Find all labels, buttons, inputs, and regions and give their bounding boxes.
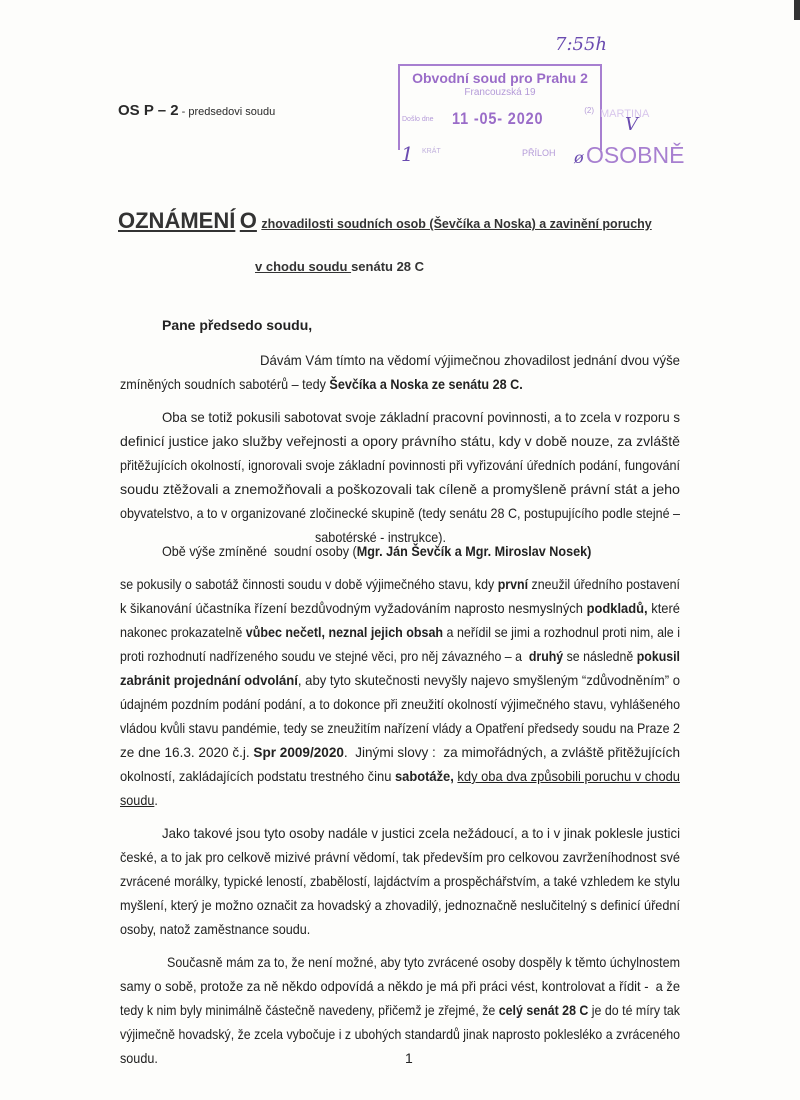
text-line-content: [162, 408, 680, 426]
text-line-content: [120, 575, 680, 593]
text-line-content: [120, 623, 680, 641]
text-line: [162, 824, 711, 842]
text-run: přitěžujících okolností, ignorovali svoje základní povinnosti při vyřizování úředních podání, fungování: [120, 457, 680, 473]
text-run: soudu ztěžovali a znemožňovali a poškozovali tak cíleně a promyšleně právní stát a jeho: [120, 481, 680, 497]
text-line: [120, 623, 747, 641]
stamp-date: 11 -05- 2020: [452, 109, 544, 128]
text-run: zvrácené morálky, typické leností, zbabělostí, lajdáctvím a prospěchářstvím, a také vzhledem ke stylu: [120, 873, 680, 889]
text-line: [120, 671, 720, 689]
reference-code: OS P – 2: [118, 102, 179, 119]
text-run: myšlení, který je možno označit za hovadský a zhovadilý, jednoznačně neslučitelný s definicí úřední: [120, 897, 680, 913]
text-line: [120, 432, 680, 450]
text-line: [120, 504, 746, 522]
bold-text: druhý: [528, 648, 564, 664]
title-o: O: [239, 208, 257, 233]
handwritten-mark: ø: [574, 148, 584, 167]
scan-edge: [794, 0, 800, 20]
text-line: [120, 599, 726, 617]
stamp-received-label: Došlo dne: [402, 116, 434, 123]
text-line-content: [162, 824, 680, 842]
text-line-content: [120, 719, 680, 737]
text-run: osoby, natož zaměstnance soudu.: [120, 921, 311, 937]
text-line: [120, 456, 743, 474]
text-line-content: [162, 542, 591, 560]
text-line: [162, 542, 639, 560]
title-line2-rest: senátu 28 C: [351, 259, 425, 274]
text-line-content: [120, 1049, 158, 1067]
text-line: [120, 767, 727, 785]
bold-text: první: [497, 576, 529, 592]
underlined-text: kdy oba dva způsobili poruchu v chodu: [457, 768, 680, 784]
handwritten-time: 7:55h: [555, 34, 608, 55]
salutation: Pane předsedo soudu,: [162, 317, 313, 333]
document-title-line2: [255, 259, 424, 274]
text-line: [120, 977, 729, 995]
text-line: [120, 896, 738, 914]
stamp-attachments-label: PŘÍLOH: [522, 148, 556, 158]
recipient-reference: [118, 102, 275, 119]
text-line: [120, 848, 732, 866]
title-line2-underlined: v chodu soudu: [255, 259, 352, 274]
page-number: 1: [405, 1050, 413, 1066]
text-line: [120, 575, 751, 593]
bold-text: vůbec nečetl, neznal jejich obsah: [245, 624, 444, 640]
text-line-content: [120, 848, 680, 866]
text-line: [120, 743, 698, 761]
handwritten-check: V: [625, 114, 638, 135]
text-line: [162, 408, 710, 426]
text-run: vládou kvůli stavu pandémie, tedy se zneužitím nařízení vlády a Opatření předsedy soudu na Praze 2: [120, 720, 680, 736]
text-line-content: [120, 695, 680, 713]
text-line-content: [120, 743, 680, 761]
text-line: [120, 1049, 162, 1067]
stamp-name: MARTINA: [600, 108, 650, 120]
text-run: sabotérské - instrukce).: [315, 529, 446, 545]
text-line: [260, 351, 706, 369]
text-run: soudu.: [120, 1050, 158, 1066]
text-line-content: [120, 647, 680, 665]
text-line-content: [120, 480, 680, 498]
document-title: [118, 208, 652, 234]
text-run: . Jinými slovy : za mimořádných, a zvláště přitěžujících: [343, 744, 680, 760]
text-line-content: [120, 432, 680, 450]
text-line-content: [120, 767, 680, 785]
text-run: se následně: [563, 648, 637, 664]
bold-text: sabotáže,: [394, 768, 454, 784]
text-run: tedy k nim byly minimálně částečně navedeny, přičemž je zřejmé, že: [120, 1002, 499, 1018]
text-run: se pokusily o sabotáž činnosti soudu v době výjimečného stavu, kdy: [120, 576, 498, 592]
text-line-content: [120, 896, 680, 914]
text-run: české, a to jak pro celkově mizivé právní vědomí, tak především pro celkovou zavrženíhodnost své: [120, 849, 680, 865]
text-run: Současně mám za to, že není možné, aby tyto zvrácené osoby dospěly k těmto úchylnostem: [167, 954, 680, 970]
text-run: definicí justice jako služby veřejnosti a opory právního státu, kdy v době nouze, za zvláště: [120, 433, 680, 449]
text-line-content: [120, 791, 158, 809]
text-line-content: [120, 504, 680, 522]
text-run: výjimečně hovadský, že zcela vybočuje i z ubohých standardů jinak naprosto poklesléko a zvráceného: [120, 1026, 680, 1042]
text-line: [120, 647, 754, 665]
bold-text: celý senát 28 C: [498, 1002, 589, 1018]
title-main: OZNÁMENÍ: [118, 208, 236, 233]
text-run: a neřídil se jimi a rozhodnul proti nim, ale i: [443, 624, 680, 640]
text-run: je do té míry tak: [588, 1002, 680, 1018]
bold-text: Mgr. Ján Ševčík a Mgr. Miroslav Nosek): [356, 543, 592, 559]
text-run: Oba se totiž pokusili sabotovat svoje základní pracovní povinnosti, a to zcela v rozporu s: [162, 409, 680, 425]
text-line: [120, 791, 162, 809]
handwritten-count: 1: [401, 142, 414, 166]
bold-text: zabránit projednání odvolání: [120, 672, 298, 688]
text-line-content: [120, 671, 680, 689]
text-line-content: [120, 977, 680, 995]
stamp-personal: OSOBNĚ: [586, 142, 685, 168]
text-line-content: [120, 599, 680, 617]
text-line-content: [167, 953, 680, 971]
underlined-text: soudu: [120, 792, 155, 808]
text-line-content: [120, 456, 680, 474]
text-run: zmíněných soudních sabotérů – tedy: [120, 376, 330, 392]
text-run: Obě výše zmíněné soudní osoby (: [162, 543, 357, 559]
text-run: nakonec prokazatelně: [120, 624, 246, 640]
bold-text: Spr 2009/2020: [253, 744, 344, 760]
text-run: údajném pozdním podání podání, a to dokonce při zneužití okolností výjimečného stavu, vyhlášeného: [120, 696, 680, 712]
bold-text: pokusil: [636, 648, 680, 664]
text-run: obyvatelstvo, a to v organizované zločinecké skupině (tedy senátu 28 C, postupujícího podle stejné –: [120, 505, 680, 521]
text-line-content: [260, 351, 680, 369]
text-run: které: [647, 600, 680, 616]
text-run: , aby tyto skutečnosti nevyšly najevo smyšleným “zdůvodněním” o: [297, 672, 680, 688]
stamp-copies-label: KRÁT: [422, 148, 441, 155]
text-run: okolností, zakládajících podstatu trestného činu: [120, 768, 395, 784]
text-line: [120, 719, 749, 737]
text-line: [120, 375, 568, 393]
text-run: Jako takové jsou tyto osoby nadále v justici zcela nežádoucí, a to i v jinak poklesle justici: [162, 825, 680, 841]
text-line: [120, 480, 680, 498]
bold-text: podkladů,: [586, 600, 648, 616]
text-line-content: [120, 920, 310, 938]
text-run: .: [154, 792, 158, 808]
text-line: [120, 695, 750, 713]
reference-recipient: - predsedovi soudu: [178, 106, 276, 118]
stamp-circle-number: (2): [584, 106, 594, 115]
text-line: [120, 920, 331, 938]
stamp-address: Francouzská 19: [464, 87, 536, 98]
text-line: [120, 1025, 753, 1043]
text-run: zneužil úředního postavení: [528, 576, 680, 592]
text-run: k šikanování účastníka řízení bezdůvodným vyžadováním naprosto nesmyslných: [120, 600, 587, 616]
bold-text: Ševčíka a Noska ze senátu 28 C.: [329, 376, 523, 392]
text-line: [120, 1001, 752, 1019]
text-line: [167, 953, 741, 971]
title-rest: zhovadilosti soudních osob (Ševčíka a Noska) a zavinění poruchy: [261, 217, 652, 231]
text-run: proti rozhodnutí nadřízeného soudu ve stejné věci, pro něj závazného – a: [120, 648, 529, 664]
text-run: ze dne 16.3. 2020 č.j.: [120, 744, 254, 760]
text-line-content: [120, 872, 680, 890]
court-received-stamp: [398, 64, 602, 158]
text-line: [120, 872, 748, 890]
stamp-court-name: Obvodní soud pro Prahu 2: [412, 70, 588, 86]
text-line-content: [120, 1001, 680, 1019]
text-line-content: [120, 375, 523, 393]
text-run: samy o sobě, protože za ně někdo odpovídá a někdo je má při práci vést, kontrolovat a řídit - a že: [120, 978, 680, 994]
text-line-content: [120, 1025, 680, 1043]
text-run: Dávám Vám tímto na vědomí výjimečnou zhovadilost jednání dvou výše: [260, 352, 680, 368]
